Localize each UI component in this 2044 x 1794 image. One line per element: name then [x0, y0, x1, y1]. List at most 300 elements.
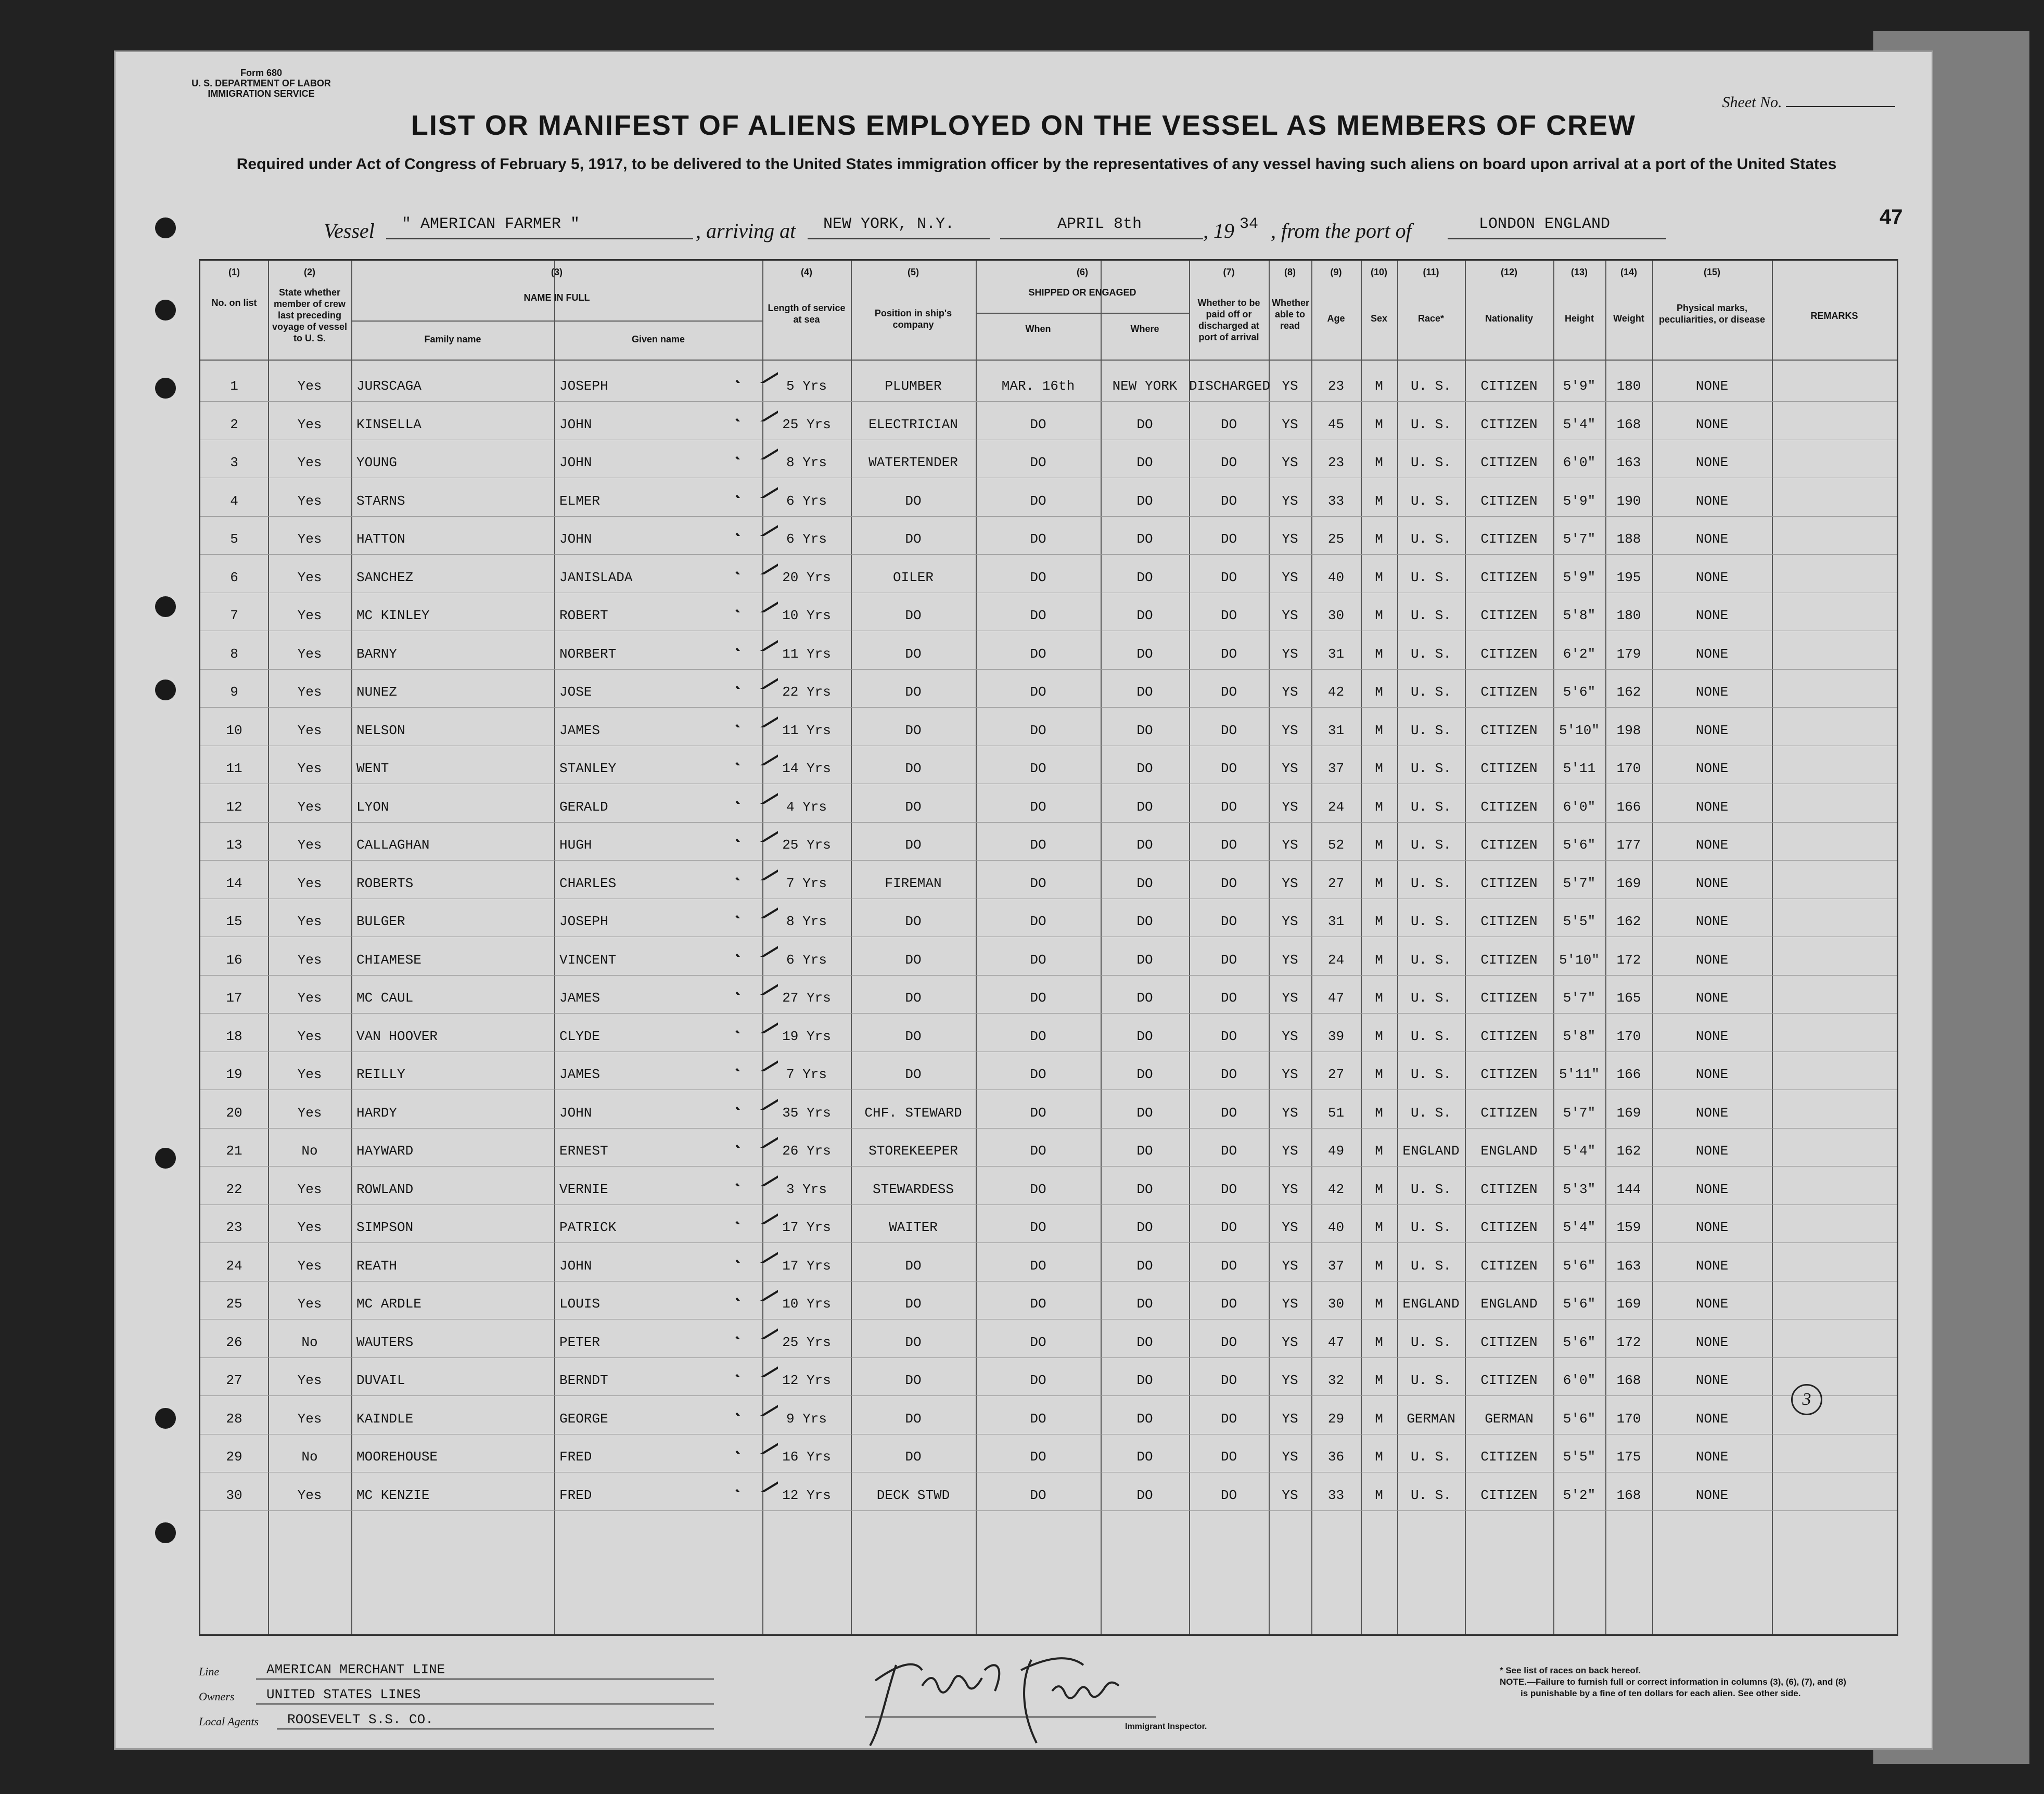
- column-number: (13): [1570, 267, 1588, 277]
- cell-age: 40: [1327, 569, 1345, 585]
- cell-position: DO: [905, 684, 922, 700]
- cell-prev: Yes: [297, 837, 322, 853]
- cell-age: 33: [1327, 1487, 1345, 1503]
- row-divider: [200, 1204, 1897, 1205]
- cell-nationality: CITIZEN: [1480, 1181, 1538, 1197]
- cell-paid: DO: [1220, 1181, 1237, 1197]
- cell-read: YS: [1282, 837, 1298, 853]
- cell-age: 24: [1327, 799, 1345, 815]
- cell-position: DECK STWD: [876, 1487, 950, 1503]
- row-divider: [200, 1281, 1897, 1282]
- cell-family: YOUNG: [356, 455, 398, 470]
- cell-read: YS: [1282, 1143, 1298, 1159]
- punch-hole: [152, 593, 179, 620]
- cell-nationality: CITIZEN: [1480, 1373, 1538, 1388]
- underline: [256, 1703, 714, 1705]
- cell-family: DUVAIL: [356, 1373, 405, 1388]
- cell-position: DO: [905, 1067, 922, 1082]
- cell-paid: DO: [1220, 1258, 1237, 1274]
- sheet-number-field: [1722, 94, 1895, 111]
- table-row: [200, 862, 1897, 900]
- cell-position: DO: [905, 761, 922, 776]
- cell-race: U. S.: [1410, 416, 1451, 432]
- cell-nationality: CITIZEN: [1480, 1105, 1538, 1121]
- column-number: (7): [1223, 267, 1235, 277]
- cell-height: 5'6": [1563, 1411, 1596, 1427]
- cell-given: CHARLES: [559, 875, 617, 891]
- cell-where: DO: [1136, 1067, 1153, 1082]
- cell-marks: NONE: [1695, 1258, 1729, 1274]
- punch-hole: [152, 297, 179, 324]
- cell-where: DO: [1136, 990, 1153, 1006]
- cell-no: 8: [230, 646, 238, 662]
- circled-mark: 3: [1791, 1384, 1822, 1415]
- table-row: [200, 633, 1897, 671]
- cell-marks: NONE: [1695, 914, 1729, 929]
- cell-when: DO: [1030, 799, 1046, 815]
- arrival-date: APRIL 8th: [1057, 215, 1142, 233]
- cell-family: HARDY: [356, 1105, 398, 1121]
- column-header: NAME IN FULL: [523, 292, 590, 303]
- column-number: (6): [1077, 267, 1088, 277]
- sheet-number-line: [1786, 106, 1895, 107]
- cell-prev: No: [301, 1334, 318, 1350]
- vessel-line: [324, 215, 1885, 245]
- underline: [256, 1678, 714, 1680]
- table-row: [200, 1053, 1897, 1091]
- cell-marks: NONE: [1695, 1067, 1729, 1082]
- check-mark: [731, 887, 778, 918]
- arriving-label: , arriving at: [696, 219, 796, 242]
- cell-given: BERNDT: [559, 1373, 608, 1388]
- cell-race: U. S.: [1410, 1449, 1451, 1465]
- cell-age: 32: [1327, 1373, 1345, 1388]
- cell-marks: NONE: [1695, 1143, 1729, 1159]
- cell-race: U. S.: [1410, 914, 1451, 929]
- table-row: [200, 900, 1897, 938]
- column-header: Age: [1327, 313, 1345, 324]
- cell-sex: M: [1375, 761, 1383, 776]
- cell-nationality: CITIZEN: [1480, 837, 1538, 853]
- cell-given: PATRICK: [559, 1220, 617, 1235]
- cell-where: DO: [1136, 1143, 1153, 1159]
- cell-sex: M: [1375, 455, 1383, 470]
- cell-read: YS: [1282, 1373, 1298, 1388]
- cell-sex: M: [1375, 416, 1383, 432]
- cell-service: 3 Yrs: [786, 1181, 827, 1197]
- row-divider: [200, 822, 1897, 823]
- cell-age: 31: [1327, 914, 1345, 929]
- table-row: [200, 747, 1897, 785]
- cell-nationality: CITIZEN: [1480, 1258, 1538, 1274]
- cell-given: JAMES: [559, 722, 601, 738]
- cell-prev: Yes: [297, 493, 322, 509]
- cell-family: HAYWARD: [356, 1143, 414, 1159]
- cell-race: U. S.: [1410, 722, 1451, 738]
- departure-port: LONDON ENGLAND: [1479, 215, 1611, 233]
- cell-family: SIMPSON: [356, 1220, 414, 1235]
- cell-position: DO: [905, 1296, 922, 1312]
- cell-position: DO: [905, 990, 922, 1006]
- form-number: Form 680: [240, 68, 283, 78]
- check-mark: [731, 352, 778, 383]
- check-mark: [731, 1385, 778, 1416]
- cell-prev: Yes: [297, 1411, 322, 1427]
- cell-position: DO: [905, 722, 922, 738]
- cell-age: 31: [1327, 722, 1345, 738]
- manifest-footer: [199, 1655, 1895, 1748]
- cell-sex: M: [1375, 531, 1383, 547]
- column-number: (14): [1620, 267, 1637, 277]
- cell-nationality: CITIZEN: [1480, 722, 1538, 738]
- cell-read: YS: [1282, 722, 1298, 738]
- cell-service: 6 Yrs: [786, 952, 827, 968]
- cell-race: U. S.: [1410, 837, 1451, 853]
- cell-family: MC KINLEY: [356, 608, 430, 623]
- cell-race: U. S.: [1410, 569, 1451, 585]
- cell-prev: Yes: [297, 1373, 322, 1388]
- cell-service: 12 Yrs: [782, 1373, 831, 1388]
- cell-when: DO: [1030, 1258, 1046, 1274]
- cell-read: YS: [1282, 1296, 1298, 1312]
- cell-position: DO: [905, 1258, 922, 1274]
- cell-marks: NONE: [1695, 1220, 1729, 1235]
- cell-height: 5'7": [1563, 531, 1596, 547]
- cell-marks: NONE: [1695, 722, 1729, 738]
- cell-weight: 180: [1616, 378, 1641, 394]
- cell-marks: NONE: [1695, 799, 1729, 815]
- cell-height: 5'7": [1563, 875, 1596, 891]
- cell-service: 10 Yrs: [782, 608, 831, 623]
- cell-where: DO: [1136, 684, 1153, 700]
- cell-paid: DO: [1220, 1067, 1237, 1082]
- cell-height: 5'3": [1563, 1181, 1596, 1197]
- cell-prev: Yes: [297, 684, 322, 700]
- cell-height: 5'4": [1563, 416, 1596, 432]
- header-divider: [200, 360, 1897, 361]
- cell-when: DO: [1030, 493, 1046, 509]
- cell-race: U. S.: [1410, 1067, 1451, 1082]
- cell-nationality: CITIZEN: [1480, 608, 1538, 623]
- cell-position: DO: [905, 914, 922, 929]
- cell-prev: Yes: [297, 722, 322, 738]
- cell-marks: NONE: [1695, 1296, 1729, 1312]
- cell-nationality: CITIZEN: [1480, 569, 1538, 585]
- cell-service: 7 Yrs: [786, 1067, 827, 1082]
- cell-weight: 165: [1616, 990, 1641, 1006]
- cell-given: JOHN: [559, 1105, 592, 1121]
- sheet-label: Sheet No.: [1722, 94, 1782, 111]
- table-row: [200, 1130, 1897, 1168]
- cell-prev: Yes: [297, 608, 322, 623]
- cell-read: YS: [1282, 1449, 1298, 1465]
- cell-family: MOOREHOUSE: [356, 1449, 438, 1465]
- check-mark: [731, 1270, 778, 1301]
- cell-when: DO: [1030, 914, 1046, 929]
- cell-family: BULGER: [356, 914, 405, 929]
- cell-prev: Yes: [297, 990, 322, 1006]
- cell-height: 5'6": [1563, 1334, 1596, 1350]
- cell-given: PETER: [559, 1334, 601, 1350]
- cell-weight: 166: [1616, 799, 1641, 815]
- cell-where: DO: [1136, 952, 1153, 968]
- cell-nationality: CITIZEN: [1480, 1028, 1538, 1044]
- cell-sex: M: [1375, 1181, 1383, 1197]
- cell-no: 15: [226, 914, 242, 929]
- cell-sex: M: [1375, 1143, 1383, 1159]
- cell-prev: Yes: [297, 1028, 322, 1044]
- cell-when: DO: [1030, 569, 1046, 585]
- check-mark: [731, 734, 778, 765]
- cell-weight: 169: [1616, 875, 1641, 891]
- cell-height: 5'7": [1563, 990, 1596, 1006]
- cell-given: GERALD: [559, 799, 608, 815]
- cell-height: 5'6": [1563, 1296, 1596, 1312]
- cell-paid: DO: [1220, 1487, 1237, 1503]
- cell-read: YS: [1282, 493, 1298, 509]
- cell-family: NUNEZ: [356, 684, 398, 700]
- cell-read: YS: [1282, 1334, 1298, 1350]
- cell-paid: DO: [1220, 1296, 1237, 1312]
- vessel-label: Vessel: [324, 219, 375, 242]
- from-port-label: , from the port of: [1271, 219, 1412, 242]
- cell-no: 10: [226, 722, 242, 738]
- cell-position: CHF. STEWARD: [864, 1105, 962, 1121]
- cell-service: 17 Yrs: [782, 1220, 831, 1235]
- cell-sex: M: [1375, 1373, 1383, 1388]
- cell-when: DO: [1030, 1220, 1046, 1235]
- column-header: Where: [1130, 324, 1159, 334]
- subheader-divider: [351, 321, 762, 322]
- cell-given: JOHN: [559, 455, 592, 470]
- cell-given: FRED: [559, 1449, 592, 1465]
- cell-sex: M: [1375, 875, 1383, 891]
- column-header: Whether able to read: [1272, 298, 1309, 331]
- cell-weight: 172: [1616, 1334, 1641, 1350]
- cell-family: WENT: [356, 761, 389, 776]
- cell-weight: 163: [1616, 455, 1641, 470]
- cell-paid: DO: [1220, 531, 1237, 547]
- check-mark: [731, 849, 778, 880]
- cell-sex: M: [1375, 1067, 1383, 1082]
- cell-service: 6 Yrs: [786, 493, 827, 509]
- cell-where: DO: [1136, 455, 1153, 470]
- cell-no: 21: [226, 1143, 242, 1159]
- cell-prev: Yes: [297, 531, 322, 547]
- cell-given: HUGH: [559, 837, 592, 853]
- cell-race: U. S.: [1410, 1181, 1451, 1197]
- cell-age: 30: [1327, 608, 1345, 623]
- cell-no: 28: [226, 1411, 242, 1427]
- cell-sex: M: [1375, 1258, 1383, 1274]
- cell-read: YS: [1282, 569, 1298, 585]
- cell-weight: 188: [1616, 531, 1641, 547]
- cell-age: 31: [1327, 646, 1345, 662]
- check-mark: [731, 658, 778, 689]
- cell-family: HATTON: [356, 531, 405, 547]
- cell-nationality: CITIZEN: [1480, 1220, 1538, 1235]
- cell-marks: NONE: [1695, 1487, 1729, 1503]
- cell-given: GEORGE: [559, 1411, 608, 1427]
- cell-where: DO: [1136, 1487, 1153, 1503]
- cell-weight: 198: [1616, 722, 1641, 738]
- cell-position: STEWARDESS: [872, 1181, 954, 1197]
- line-value: AMERICAN MERCHANT LINE: [266, 1662, 445, 1677]
- cell-race: U. S.: [1410, 1487, 1451, 1503]
- row-divider: [200, 401, 1897, 402]
- row-divider: [200, 554, 1897, 555]
- page-title: LIST OR MANIFEST OF ALIENS EMPLOYED ON THE VESSEL AS MEMBERS OF CREW: [411, 110, 1637, 141]
- cell-sex: M: [1375, 837, 1383, 853]
- row-divider: [200, 1166, 1897, 1167]
- cell-sex: M: [1375, 1449, 1383, 1465]
- cell-race: U. S.: [1410, 1028, 1451, 1044]
- cell-height: 5'11": [1558, 1067, 1600, 1082]
- cell-no: 22: [226, 1181, 242, 1197]
- cell-when: DO: [1030, 646, 1046, 662]
- cell-marks: NONE: [1695, 608, 1729, 623]
- cell-paid: DO: [1220, 837, 1237, 853]
- row-divider: [200, 516, 1897, 517]
- check-mark: [731, 620, 778, 651]
- cell-where: DO: [1136, 1181, 1153, 1197]
- check-mark: [731, 1040, 778, 1071]
- cell-nationality: CITIZEN: [1480, 761, 1538, 776]
- cell-weight: 177: [1616, 837, 1641, 853]
- check-mark: [731, 428, 778, 459]
- cell-where: DO: [1136, 875, 1153, 891]
- cell-height: 5'4": [1563, 1220, 1596, 1235]
- column-header: Height: [1565, 313, 1594, 324]
- cell-where: DO: [1136, 1373, 1153, 1388]
- cell-sex: M: [1375, 1220, 1383, 1235]
- punch-hole: [152, 1145, 179, 1172]
- table-row: [200, 403, 1897, 441]
- cell-given: CLYDE: [559, 1028, 601, 1044]
- cell-position: DO: [905, 1334, 922, 1350]
- cell-read: YS: [1282, 1028, 1298, 1044]
- cell-prev: Yes: [297, 914, 322, 929]
- cell-sex: M: [1375, 1411, 1383, 1427]
- cell-read: YS: [1282, 1220, 1298, 1235]
- department-name: U. S. DEPARTMENT OF LABOR: [191, 78, 331, 88]
- check-mark: [731, 964, 778, 995]
- column-number: (2): [304, 267, 315, 277]
- cell-nationality: CITIZEN: [1480, 1487, 1538, 1503]
- cell-marks: NONE: [1695, 493, 1729, 509]
- check-mark: [731, 581, 778, 612]
- table-row: [200, 1474, 1897, 1512]
- cell-weight: 169: [1616, 1296, 1641, 1312]
- column-header: Sex: [1370, 313, 1388, 324]
- cell-nationality: CITIZEN: [1480, 1067, 1538, 1082]
- cell-family: REILLY: [356, 1067, 405, 1082]
- table-row: [200, 480, 1897, 518]
- cell-family: NELSON: [356, 722, 405, 738]
- cell-when: DO: [1030, 1487, 1046, 1503]
- cell-race: U. S.: [1410, 455, 1451, 470]
- cell-height: 5'9": [1563, 569, 1596, 585]
- cell-paid: DO: [1220, 990, 1237, 1006]
- cell-when: DO: [1030, 531, 1046, 547]
- service-name: IMMIGRATION SERVICE: [208, 88, 315, 99]
- cell-weight: 175: [1616, 1449, 1641, 1465]
- cell-weight: 195: [1616, 569, 1641, 585]
- page-subtitle: Required under Act of Congress of February 5, 1917, to be delivered to the United States immigration officer by the representatives of any vessel having such aliens on board upon arrival at a port of the United States: [236, 156, 1837, 173]
- column-number: (1): [228, 267, 240, 277]
- cell-when: DO: [1030, 416, 1046, 432]
- cell-height: 5'10": [1558, 722, 1600, 738]
- cell-no: 20: [226, 1105, 242, 1121]
- cell-race: U. S.: [1410, 1334, 1451, 1350]
- underline: [386, 238, 693, 239]
- cell-given: VINCENT: [559, 952, 617, 968]
- cell-height: 5'10": [1558, 952, 1600, 968]
- cell-service: 11 Yrs: [782, 646, 831, 662]
- cell-when: DO: [1030, 455, 1046, 470]
- table-row: [200, 518, 1897, 556]
- cell-race: U. S.: [1410, 531, 1451, 547]
- cell-when: DO: [1030, 1411, 1046, 1427]
- cell-read: YS: [1282, 608, 1298, 623]
- cell-weight: 168: [1616, 416, 1641, 432]
- cell-race: U. S.: [1410, 646, 1451, 662]
- cell-weight: 172: [1616, 952, 1641, 968]
- cell-age: 39: [1327, 1028, 1345, 1044]
- cell-service: 22 Yrs: [782, 684, 831, 700]
- cell-paid: DO: [1220, 1334, 1237, 1350]
- year-label: , 19: [1203, 219, 1234, 242]
- cell-race: ENGLAND: [1402, 1143, 1460, 1159]
- cell-paid: DO: [1220, 1028, 1237, 1044]
- cell-when: DO: [1030, 1028, 1046, 1044]
- cell-height: 5'9": [1563, 493, 1596, 509]
- column-number: (10): [1370, 267, 1387, 277]
- cell-height: 5'9": [1563, 378, 1596, 394]
- row-divider: [200, 707, 1897, 708]
- subheader-divider: [976, 313, 1189, 314]
- cell-when: DO: [1030, 952, 1046, 968]
- cell-weight: 170: [1616, 1411, 1641, 1427]
- row-divider: [200, 1395, 1897, 1396]
- cell-given: ERNEST: [559, 1143, 608, 1159]
- cell-service: 7 Yrs: [786, 875, 827, 891]
- cell-race: U. S.: [1410, 1373, 1451, 1388]
- cell-prev: Yes: [297, 1105, 322, 1121]
- cell-paid: DO: [1220, 1143, 1237, 1159]
- cell-no: 1: [230, 378, 238, 394]
- table-row: [200, 1398, 1897, 1436]
- check-mark: [731, 1117, 778, 1148]
- punch-hole: [152, 375, 179, 402]
- cell-position: DO: [905, 837, 922, 853]
- inspector-signature: [865, 1649, 1156, 1753]
- check-mark: [731, 1193, 778, 1224]
- cell-service: 25 Yrs: [782, 1334, 831, 1350]
- cell-sex: M: [1375, 799, 1383, 815]
- cell-paid: DO: [1220, 416, 1237, 432]
- cell-read: YS: [1282, 799, 1298, 815]
- cell-age: 37: [1327, 1258, 1345, 1274]
- cell-weight: 190: [1616, 493, 1641, 509]
- cell-age: 40: [1327, 1220, 1345, 1235]
- cell-family: VAN HOOVER: [356, 1028, 438, 1044]
- cell-no: 29: [226, 1449, 242, 1465]
- cell-service: 9 Yrs: [786, 1411, 827, 1427]
- cell-no: 4: [230, 493, 238, 509]
- cell-given: STANLEY: [559, 761, 617, 776]
- column-number: (8): [1284, 267, 1296, 277]
